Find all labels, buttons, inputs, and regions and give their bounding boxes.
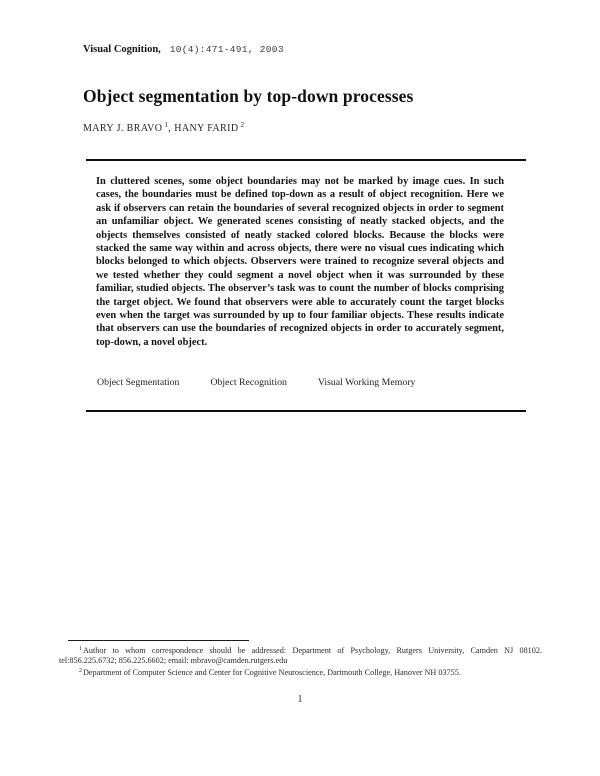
author-name-second: HANY FARID	[174, 123, 239, 134]
journal-citation: 10(4):471-491, 2003	[169, 44, 284, 55]
journal-header	[83, 39, 284, 57]
footnote-marker: 2	[79, 668, 82, 674]
keywords-line	[97, 377, 415, 388]
keyword: Visual Working Memory	[317, 377, 416, 388]
abstract-text: In cluttered scenes, some object boundaries may not be marked by image cues. In such cases, the boundaries must be defined top-down as a result of object recognition. Here we ask if observers can retain the boundaries of several recognized objects in order to segment an unfamiliar object. We generated scenes consisting of neatly stacked objects, and the objects themselves consisted of neatly stacked colored blocks. Because the blocks were stacked the same way within and across objects, there were no visual cues indicating which blocks belonged to which objects. Observers were trained to recognize several objects and we tested whether they could segment a novel object when it was surrounded by these familiar, studied objects. The observer’s task was to count the number of blocks comprising the target object. We found that observers were able to accurately count the target blocks even when the target was surrounded by up to four familiar objects. These results indicate that observers can use the boundaries of recognized objects in order to accurately segment, top-down, a novel object.	[96, 176, 504, 348]
journal-name: Visual Cognition,	[83, 44, 161, 55]
author-name-first: MARY J. BRAVO	[83, 123, 163, 134]
authors-line	[83, 121, 244, 134]
footnotes-block	[59, 644, 542, 678]
footnote-text: Author to whom correspondence should be addressed: Department of Psychology, Rutgers University, Camden NJ 08102. tel:856.225.6732; 856.225.6602; email: mbravo@camden.rutgers.edu	[59, 646, 542, 665]
footnote-text: Department of Computer Science and Center for Cognitive Neuroscience, Dartmouth College, Hanover NH 03755.	[83, 668, 461, 677]
author-affiliation-mark-second: 2	[240, 121, 245, 129]
keyword: Object Segmentation	[97, 377, 180, 388]
keyword: Object Recognition	[210, 377, 287, 388]
footnote-marker: 1	[79, 646, 82, 652]
footnote-affiliation	[59, 666, 542, 678]
page-title: Object segmentation by top-down processes	[83, 86, 414, 106]
author-separator: ,	[168, 123, 172, 134]
author-affiliation-mark-first: 1	[164, 121, 169, 129]
footnote-correspondence	[59, 644, 542, 666]
footnote-rule	[68, 640, 249, 641]
abstract-top-rule	[86, 159, 526, 161]
abstract-bottom-rule	[86, 410, 526, 412]
page-number: 1	[297, 694, 303, 705]
